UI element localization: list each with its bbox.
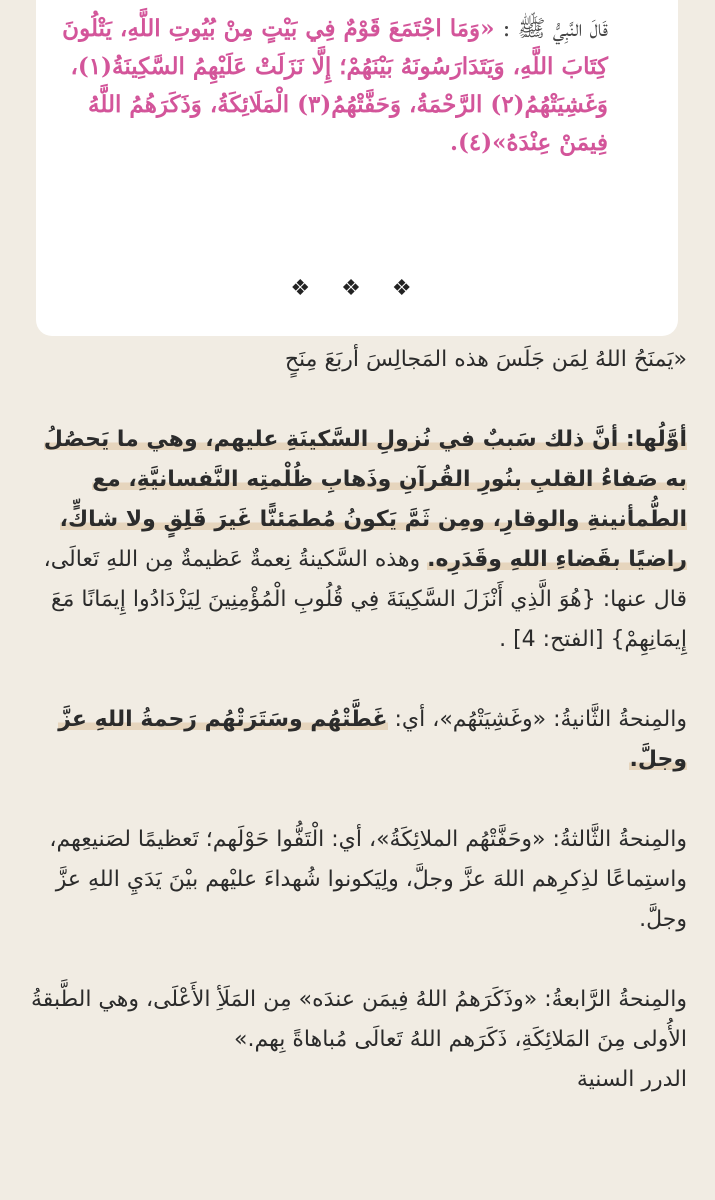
second-gift-text: والمِنحةُ الثَّانيةُ: «وغَشِيَتْهُم»، أي: [387, 707, 687, 732]
second-gift-highlight: غَطَّتْهُم وسَتَرَتْهُم رَحمةُ اللهِ عزَّ وجلَّ. [58, 707, 687, 772]
fourth-gift-paragraph: والمِنحةُ الرَّابعةُ: «وذَكَرَهمُ اللهُ فِيمَن عندَه» مِن المَلَأِ الأَعْلَى، وهي الطَّبقةُ الأُولى مِنَ المَلائِكَةِ، ذَكَرَهم اللهُ تَعالَى مُباهاةً بِهم.» [31, 987, 687, 1052]
third-gift-paragraph: والمِنحةُ الثَّالثةُ: «وحَفَّتْهُم الملائِكَةُ»، أي: الْتَفُّوا حَوْلَهم؛ تَعظيمًا لصَنيعِهم، واستِماعًا لذِكرِهم اللهَ عزَّ وجلَّ، ولِيَكونوا شُهداءَ عليْهم بيْنَ يَدَيِ اللهِ عزَّ وجلَّ. [49, 827, 687, 932]
hadith-text-block [48, 10, 608, 162]
source-credit: الدرر السنية [576, 1067, 687, 1092]
first-gift-paragraph [25, 420, 687, 660]
hadith-card [36, 0, 678, 336]
hadith-quote: «وَمَا اجْتَمَعَ قَوْمٌ فِي بَيْتٍ مِنْ بُيُوتِ اللَّهِ، يَتْلُونَ كِتَابَ اللَّهِ، وَيَتَدَارَسُونَهُ بَيْنَهُمْ؛ إِلَّا نَزَلَتْ عَلَيْهِمُ السَّكِينَةُ(١)، وَغَشِيَتْهُمُ(٢) الرَّحْمَةُ، وَحَفَّتْهُمُ(٣) الْمَلَائِكَةُ، وَذَكَرَهُمُ اللَّهُ فِيمَنْ عِنْدَهُ»(٤). [62, 15, 608, 156]
ornament-divider: ❖ ❖ ❖ [290, 276, 424, 301]
first-gift-rest: وهذه السَّكينةُ نِعمةٌ عَظيمةٌ مِن اللهِ تَعالَى، قال عنها: {هُوَ الَّذِي أَنْزَلَ السَّكِينَةَ فِي قُلُوبِ الْمُؤْمِنِينَ لِيَزْدَادُوا إِيمَانًا مَعَ إِيمَانِهِمْ} [الفتح: 4] . [43, 547, 687, 652]
commentary-intro: «يَمنَحُ اللهُ لِمَن جَلَسَ هذه المَجالِسَ أربَعَ مِنَحٍ [284, 347, 687, 372]
commentary [25, 340, 687, 1100]
first-gift-highlight: أوَّلُها: أنَّ ذلك سَببٌ في نُزولِ السَّكينَةِ عليهم، وهي ما يَحصُلُ به صَفاءُ القلبِ بنُورِ القُرآنِ وذَهابِ ظُلْمتِه النَّفسانيَّةِ، مع الطُّمأنينةِ والوقارِ، ومِن ثَمَّ يَكونُ مُطمَئنًّا غَيرَ قَلِقٍ ولا شاكٍّ، راضيًا بقَضاءِ اللهِ وقَدَرِه. [43, 427, 687, 572]
hadith-intro: قَالَ النَّبِيُّ ﷺ : [502, 16, 608, 42]
second-gift-paragraph [25, 700, 687, 780]
